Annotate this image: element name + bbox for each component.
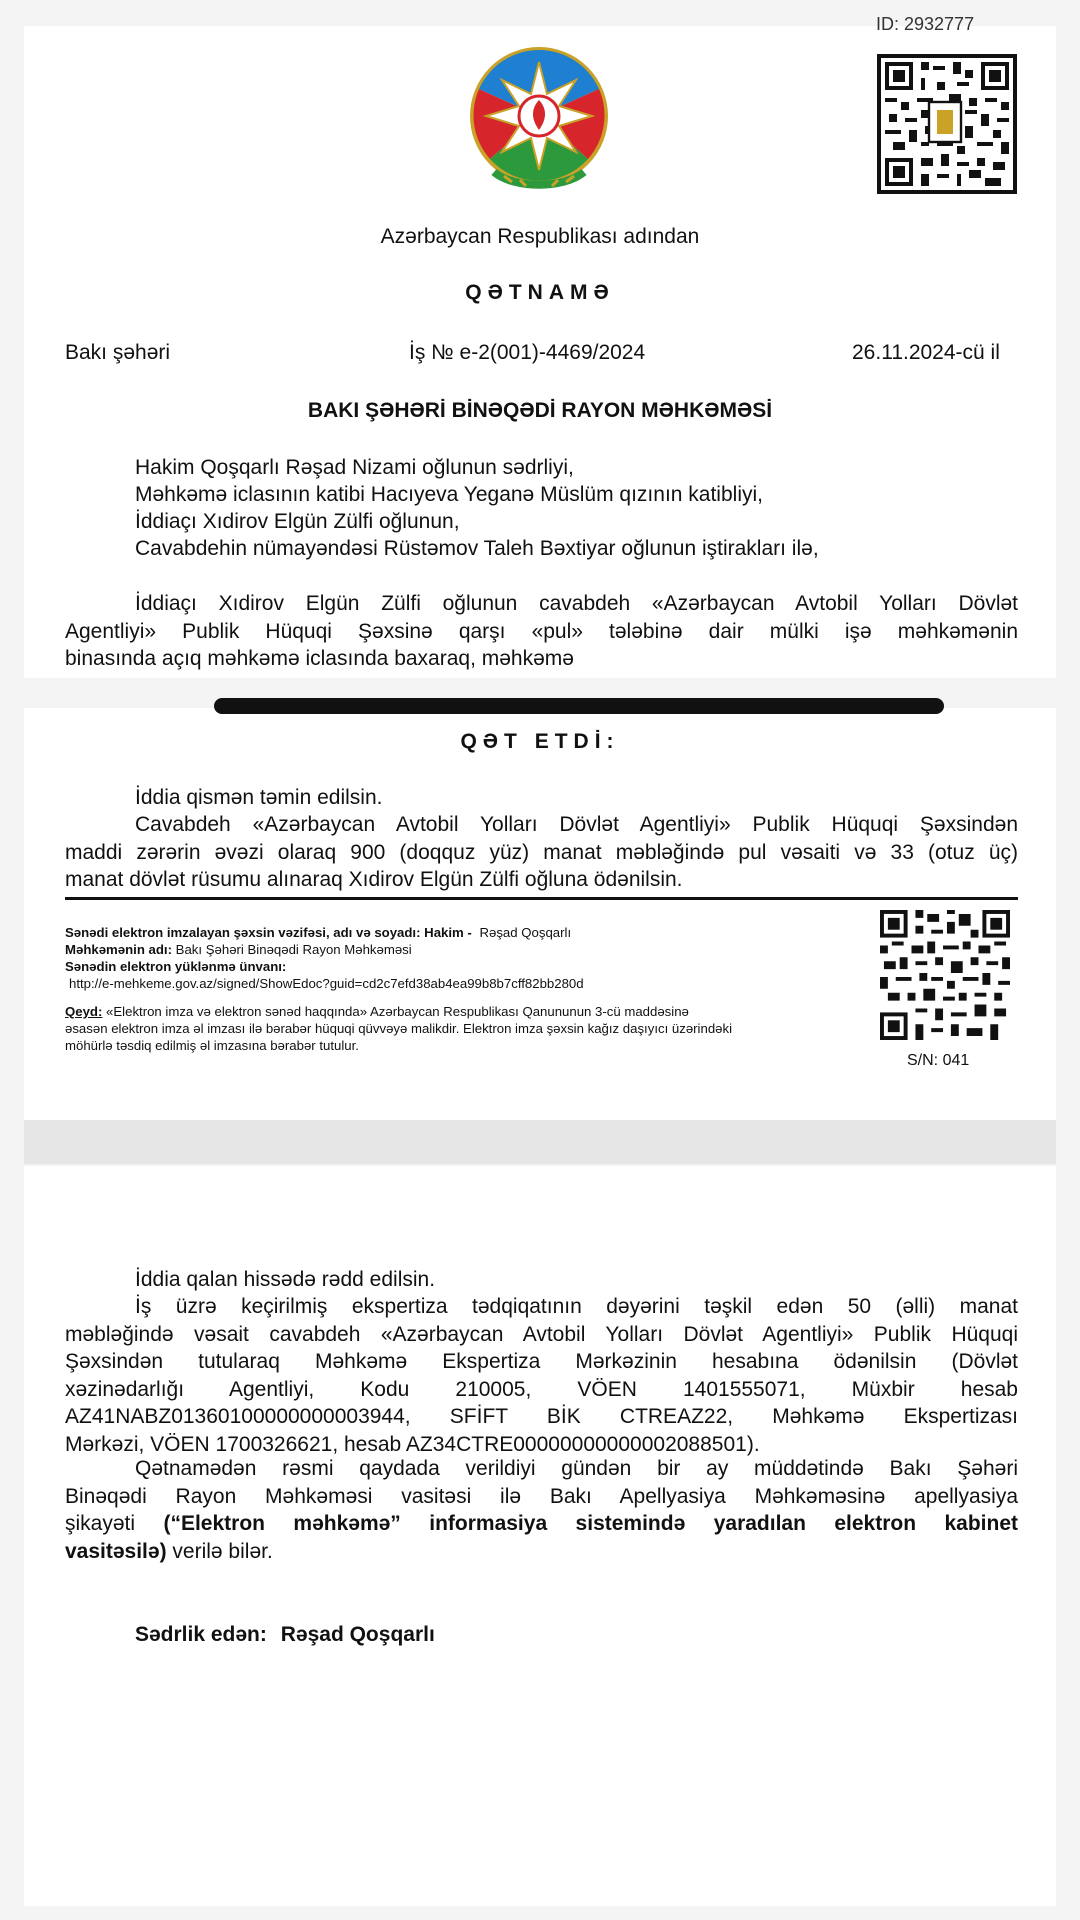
case-number: İş № e-2(001)-4469/2024 <box>409 341 646 364</box>
expertise-line: məbləğində vəsait cavabdeh «Azərbaycan Avtobil Yolları Dövlət Agentliyi» Publik Hüquqi <box>65 1322 1018 1346</box>
decision-line: İddia qismən təmin edilsin. <box>135 786 383 809</box>
esign-block <box>65 924 732 1054</box>
city-label: Bakı şəhəri <box>65 341 171 364</box>
participant-line: Hakim Qoşqarlı Rəşad Nizami oğlunun sədrliyi, <box>135 456 574 479</box>
page-separator <box>24 1120 1056 1164</box>
appeal-line-4 <box>65 1538 1018 1566</box>
esign-signer-name: Rəşad Qoşqarlı <box>479 925 572 940</box>
esign-signer-label: Sənədi elektron imzalayan şəxsin vəzifəsi, adı və soyadı: <box>65 925 421 940</box>
esign-note-line: möhürlə təsdiq edilmiş əl imzasına bərabər tutulur. <box>65 1038 359 1053</box>
appeal-paragraph <box>65 1455 1018 1565</box>
esign-qr-code-icon <box>880 910 1010 1040</box>
document-page-1 <box>24 14 1056 678</box>
esign-court-value: Bakı Şəhəri Binəqədi Rayon Məhkəməsi <box>175 942 412 957</box>
appeal-line: Qətnamədən rəsmi qaydada verildiyi gündən bir ay müddətində Bakı Şəhəri <box>135 1457 1018 1480</box>
participant-line: Məhkəmə iclasının katibi Hacıyeva Yeganə Müslüm qızının katibliyi, <box>135 483 763 506</box>
court-name: BAKI ŞƏHƏRİ BİNƏQƏDİ RAYON MƏHKƏMƏSİ <box>307 399 773 422</box>
esign-note-line: əsasən elektron imza əl imzası ilə bərabər hüquqi qüvvəyə malikdir. Elektron imza şəxsin kağız daşıyıcı üzərindəki <box>65 1021 733 1036</box>
esign-note-label: Qeyd: <box>65 1004 103 1019</box>
decision-para-line: Cavabdeh «Azərbaycan Avtobil Yolları Dövlət Agentliyi» Publik Hüquqi Şəxsindən <box>135 813 1018 836</box>
esign-serial: S/N: 041 <box>907 1052 970 1069</box>
chair-signature <box>135 1621 435 1648</box>
intro-line: binasında açıq məhkəmə iclasında baxaraq, məhkəmə <box>65 647 574 670</box>
intro-line: İddiaçı Xıdirov Elgün Zülfi oğlunun cavabdeh «Azərbaycan Avtobil Yolları Dövlət <box>135 592 1018 615</box>
appeal-line: Binəqədi Rayon Məhkəməsi vasitəsi ilə Bakı Apellyasiya Məhkəməsinə apellyasiya <box>65 1484 1018 1508</box>
qr-code-icon <box>877 54 1017 194</box>
azerbaijan-emblem-icon <box>464 44 614 194</box>
decision-paragraph <box>65 811 1018 894</box>
expertise-line: AZ41NABZ01360100000000003944, SFİFT BİK CTREAZ22, Məhkəmə Ekspertizası <box>65 1405 1018 1428</box>
document-id-fragment: ID: 2932777 <box>876 14 975 34</box>
decision-heading: QƏT ETDİ: <box>460 730 620 753</box>
appeal-line-4-text: verilə bilər. <box>166 1539 273 1563</box>
esign-divider <box>65 897 1018 900</box>
esign-note-line: «Elektron imza və elektron sənəd haqqında» Azərbaycan Respublikası Qanununun 3-cü maddəsinə <box>106 1004 689 1019</box>
decision-para-line: manat dövlət rüsumu alınaraq Xıdirov Elgün Zülfi oğluna ödənilsin. <box>65 868 683 891</box>
expertise-line: xəzinədarlığı Agentliyi, Kodu 210005, VÖEN 1401555071, Müxbir hesab <box>65 1377 1018 1401</box>
intro-line: Agentliyi» Publik Hüquqi Şəxsinə qarşı «pul» tələbinə dair mülki işə məhkəmənin <box>65 619 1018 643</box>
appeal-line-3-bold: (“Elektron məhkəmə” informasiya sistemində yaradılan elektron kabinet <box>163 1512 1019 1535</box>
participant-line: Cavabdehin nümayəndəsi Rüstəmov Taleh Bəxtiyar oğlunun iştirakları ilə, <box>135 537 819 560</box>
document-header: Azərbaycan Respublikası adından <box>380 225 700 248</box>
chair-label: Sədrlik edən: <box>135 1623 267 1646</box>
appeal-line-4-bold: vasitəsilə) <box>65 1539 167 1563</box>
expertise-paragraph <box>65 1293 1018 1458</box>
esign-url-label: Sənədin elektron yüklənmə ünvanı: <box>65 959 287 974</box>
redaction-mark <box>214 698 944 714</box>
participant-line: İddiaçı Xıdirov Elgün Zülfi oğlunun, <box>135 510 460 533</box>
document-page-3 <box>24 1166 1056 1906</box>
expertise-line: Şəxsindən tutularaq Məhkəmə Ekspertiza Mərkəzinin hesabına ödənilsin (Dövlət <box>65 1350 1018 1373</box>
rest-line: İddia qalan hissədə rədd edilsin. <box>135 1268 436 1291</box>
intro-paragraph <box>65 590 1018 673</box>
expertise-line: Mərkəzi, VÖEN 1700326621, hesab AZ34CTRE00000000000002088501). <box>65 1432 760 1456</box>
chair-name: Rəşad Qoşqarlı <box>280 1623 435 1646</box>
document-page-2 <box>24 708 1056 1120</box>
appeal-line-3 <box>65 1510 1018 1538</box>
document-title: QƏTNAMƏ <box>465 281 615 304</box>
decision-para-line: maddi zərərin əvəzi olaraq 900 (doqquz yüz) manat məbləğində pul vəsaiti və 33 (otuz üç) <box>65 840 1018 864</box>
expertise-line: İş üzrə keçirilmiş ekspertiza tədqiqatının dəyərini təşkil edən 50 (əlli) manat <box>135 1295 1018 1318</box>
esign-court-label: Məhkəmənin adı: <box>65 942 172 957</box>
decision-date: 26.11.2024-cü il <box>852 341 1000 364</box>
esign-url-link[interactable]: http://e-mehkeme.gov.az/signed/ShowEdoc?guid=cd2c7efd38ab4ea99b8b7cff82bb280d <box>69 976 584 991</box>
appeal-line-3-text: şikayəti <box>65 1512 164 1535</box>
esign-signer-role: Hakim - <box>424 925 472 940</box>
participants-list <box>135 454 819 562</box>
